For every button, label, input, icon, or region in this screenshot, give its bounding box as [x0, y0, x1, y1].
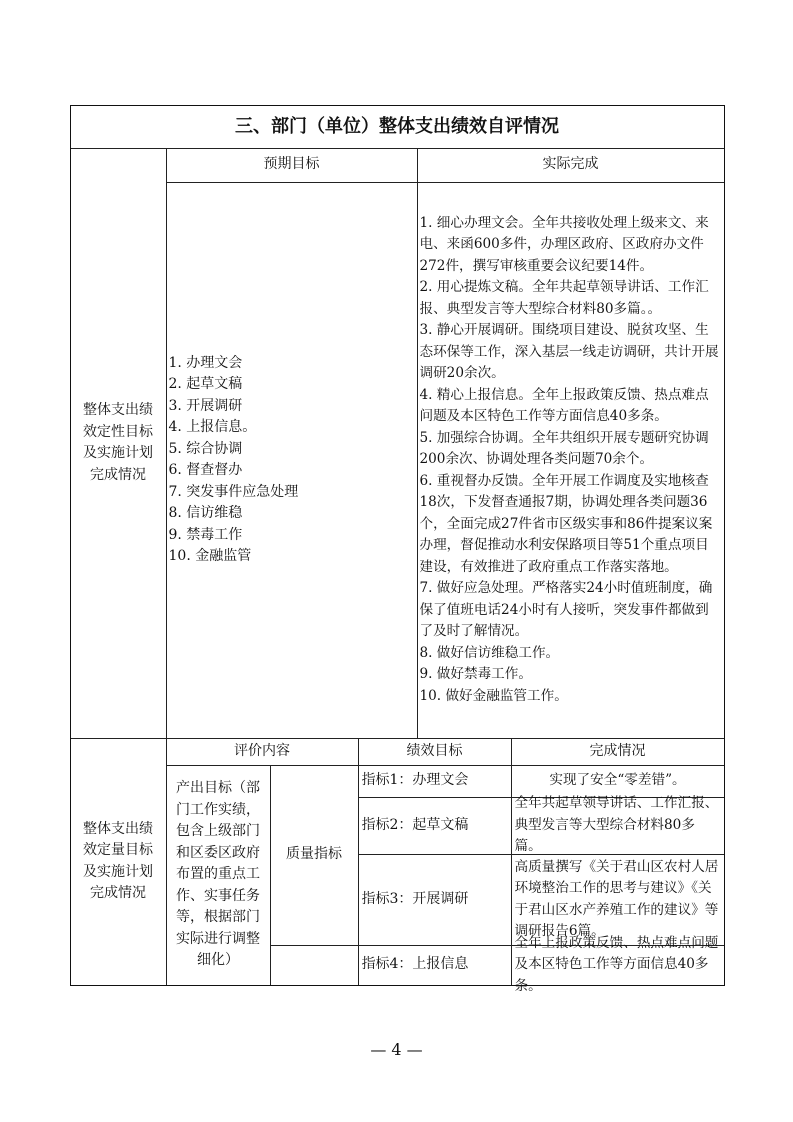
section-title: 三、部门（单位）整体支出绩效自评情况 — [70, 105, 725, 149]
done-cell: 全年共起草领导讲话、工作汇报、典型发言等大型综合材料80多篇。 — [511, 797, 725, 855]
expected-item: 2. 起草文稿 — [168, 376, 243, 392]
actual-item: 9. 做好禁毒工作。 — [419, 666, 532, 683]
actual-list — [417, 182, 725, 739]
expected-item: 10. 金融监管 — [168, 548, 252, 564]
done-header: 完成情况 — [511, 738, 725, 766]
actual-item: 3. 静心开展调研。围绕项目建设、脱贫攻坚、生态环保等工作，深入基层一线走访调研，共计开展调研20余次。 — [419, 322, 719, 382]
done-cell: 全年上报政策反馈、热点难点问题及本区特色工作等方面信息40多条。 — [511, 945, 725, 986]
target-header: 绩效目标 — [358, 738, 512, 766]
qualitative-row-label: 整体支出绩效定性目标及实施计划完成情况 — [70, 148, 167, 739]
target-cell: 指标3：开展调研 — [358, 854, 512, 946]
actual-header: 实际完成 — [417, 148, 725, 183]
expected-item: 8. 信访维稳 — [168, 505, 243, 521]
expected-item: 7. 突发事件应急处理 — [168, 483, 299, 500]
target-cell: 指标2：起草文稿 — [358, 797, 512, 855]
expected-item: 4. 上报信息。 — [168, 419, 257, 435]
expected-item: 3. 开展调研 — [168, 397, 243, 414]
actual-item: 10. 做好金融监管工作。 — [419, 687, 568, 704]
empty-cell — [270, 945, 359, 986]
expected-item: 6. 督查督办 — [168, 462, 243, 478]
actual-item: 2. 用心提炼文稿。全年共起草领导讲话、工作汇报、典型发言等大型综合材料80多篇。。 — [419, 279, 709, 317]
actual-item: 6. 重视督办反馈。全年开展工作调度及实地核查18次，下发督查通报7期，协调处理各类问题36个，全面完成27件省市区级实事和86件提案议案办理，督促推动水利安保路项目等51个重点项目建设，有效推进了政府重点工作落实落地。 — [419, 472, 713, 575]
target-cell: 指标4：上报信息 — [358, 945, 512, 986]
category-cell: 产出目标（部门工作实绩，包含上级部门和区委区政府布置的重点工作、实事任务等，根据部门实际进行调整细化） — [166, 765, 271, 986]
actual-item: 5. 加强综合协调。全年共组织开展专题研究协调200余次、协调处理各类问题70余个。 — [419, 429, 709, 468]
expected-item: 9. 禁毒工作 — [168, 526, 243, 543]
expected-header: 预期目标 — [166, 148, 418, 183]
quantitative-row-label: 整体支出绩效定量目标及实施计划完成情况 — [70, 738, 167, 986]
done-cell: 高质量撰写《关于君山区农村人居环境整治工作的思考与建议》《关于君山区水产养殖工作的建议》等调研报告6篇。 — [511, 854, 725, 946]
actual-item: 8. 做好信访维稳工作。 — [419, 644, 560, 661]
content-header: 评价内容 — [166, 738, 359, 766]
subcategory-cell: 质量指标 — [270, 765, 359, 946]
actual-item: 4. 精心上报信息。全年上报政策反馈、热点难点问题及本区特色工作等方面信息40多条。 — [419, 386, 709, 425]
done-cell: 实现了安全“零差错”。 — [511, 765, 725, 798]
page-number: — 4 — — [370, 1040, 423, 1059]
expected-item: 5. 综合协调 — [168, 440, 243, 457]
expected-item: 1. 办理文会 — [168, 354, 243, 371]
target-cell: 指标1：办理文会 — [358, 765, 512, 798]
actual-item: 7. 做好应急处理。严格落实24小时值班制度，确保了值班电话24小时有人接听，突发事件都做到了及时了解情况。 — [419, 580, 713, 640]
actual-item: 1. 细心办理文会。全年共接收处理上级来文、来电、来函600多件，办理区政府、区政府办文件272件，撰写审核重要会议纪要14件。 — [419, 214, 709, 274]
expected-list — [166, 182, 418, 739]
